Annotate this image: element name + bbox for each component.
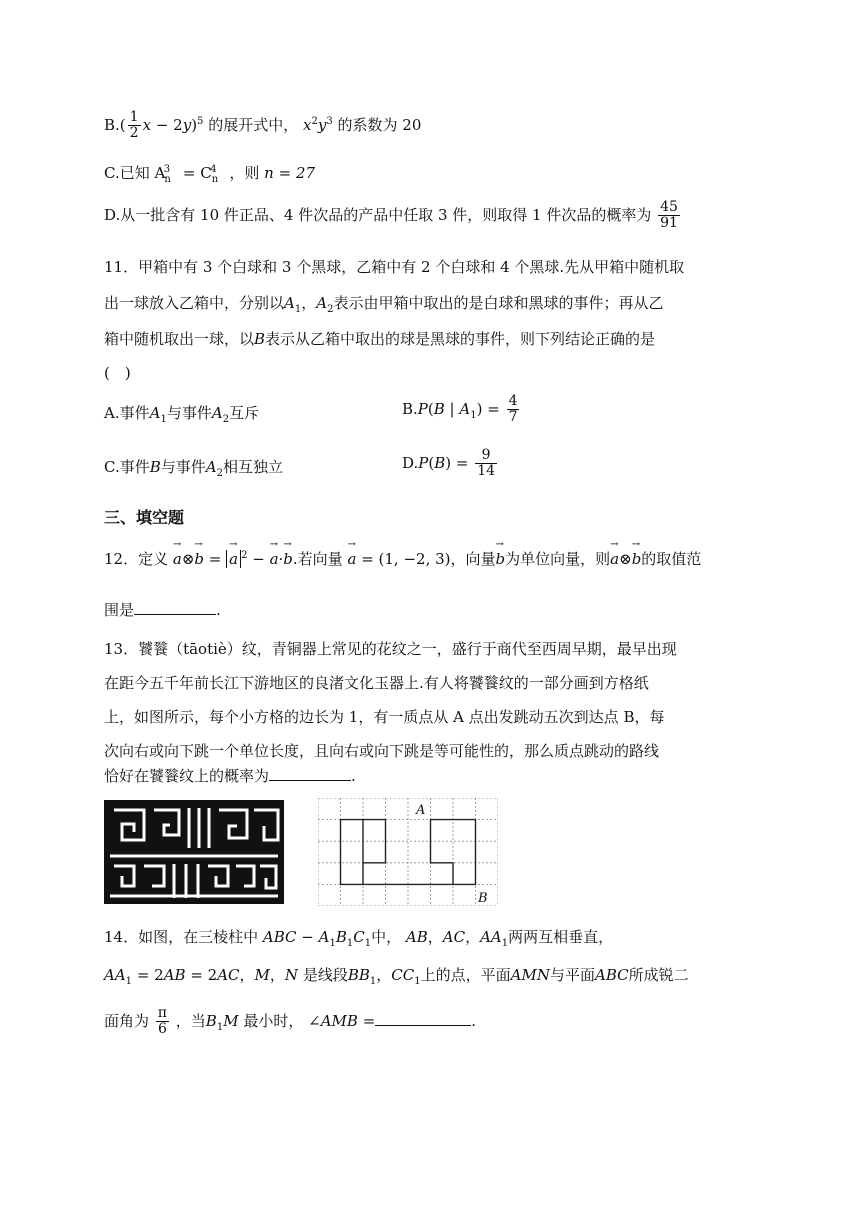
q11-b-fraction: $\frac{4}{7}$ xyxy=(508,393,518,426)
q12-line1: 12．定义 → a⊗→ b = → a $^2$ − → a·→ b.若向量 → a = (1, −2, 3)，向量→ b为单位向量，则→ a⊗→ b的取值范 xyxy=(104,550,701,568)
section-title: 三、填空题 xyxy=(104,508,185,527)
q11-line1: 11．甲箱中有 3 个白球和 3 个黑球，乙箱中有 2 个白球和 4 个黑球.先从甲箱中随机取 xyxy=(104,258,685,276)
q12-line2: 围是 . xyxy=(104,601,221,619)
taotie-pattern-image xyxy=(104,800,284,904)
answer-blank-14[interactable] xyxy=(375,1011,471,1026)
half-fraction: $\frac{1}{2}$ xyxy=(129,109,139,142)
q11-option-c: C.事件B与事件$A_2$相互独立 xyxy=(104,458,283,479)
option-b-text: 的展开式中， xyxy=(208,115,299,134)
option-b: B.( $\frac{1}{2}$ x − 2y)$^5$ 的展开式中， $x^2y^3$ 的系数为 20 xyxy=(104,109,422,142)
q14-line1: 14．如图，在三棱柱中 ABC − $A_1B_1C_1$中， AB，AC，$AA_1$两两互相垂直， xyxy=(104,928,614,949)
option-b-text2: 的系数为 xyxy=(337,115,398,134)
q11-option-a: A.事件$A_1$与事件$A_2$互斥 xyxy=(104,404,260,425)
q11-paren: ( ) xyxy=(104,364,131,382)
grid-label-a: A xyxy=(416,803,426,818)
option-b-label: B. xyxy=(104,115,120,134)
q13-line3: 上，如图所示，每个小方格的边长为 1，有一质点从 A 点出发跳动五次到达点 B，每 xyxy=(104,708,665,726)
option-b-value: 20 xyxy=(402,115,422,134)
option-c-label: C.已知 xyxy=(104,164,150,182)
q13-line1: 13．饕餮（tāotiè）纹，青铜器上常见的花纹之一，盛行于商代至西周早期，最早出现 xyxy=(104,640,677,658)
grid-label-b: B xyxy=(478,891,488,906)
option-c: C.已知 $A_n^3 = C_n^4$ ，则 n = 27 xyxy=(104,164,316,185)
option-c-value: n = 27 xyxy=(264,164,316,182)
answer-blank-13[interactable] xyxy=(269,766,351,781)
q11-line2: 出一球放入乙箱中，分别以$A_1$，$A_2$表示由甲箱中取出的是白球和黑球的事件；再从乙 xyxy=(104,294,664,315)
answer-blank-12[interactable] xyxy=(134,600,216,615)
option-d-text: D.从一批含有 10 件正品、4 件次品的产品中任取 3 件，则取得 1 件次品的概率为 xyxy=(104,205,652,224)
q13-line4: 次向右或向下跳一个单位长度，且向右或向下跳是等可能性的，那么质点跳动的路线 xyxy=(104,742,660,760)
q11-line3: 箱中随机取出一球，以B表示从乙箱中取出的球是黑球的事件，则下列结论正确的是 xyxy=(104,330,656,348)
q14-line3: 面角为 $\frac{\pi}{6}$ ，当$B_1M$ 最小时， ∠AMB = . xyxy=(104,1005,477,1038)
q13-line5: 恰好在饕餮纹上的概率为 . xyxy=(104,767,356,785)
grid-diagram xyxy=(318,798,498,906)
q11-option-d: D.P(B) = $\frac{9}{14}$ xyxy=(402,447,496,480)
option-d xyxy=(104,200,682,232)
option-c-mid: ，则 xyxy=(229,164,260,182)
q13-line2: 在距今五千年前长江下游地区的良渚文化玉器上.有人将饕餮纹的一部分画到方格纸 xyxy=(104,674,649,692)
q11-option-b: B.P(B | $A_1$) = $\frac{4}{7}$ xyxy=(402,393,518,426)
q11-d-fraction: $\frac{9}{14}$ xyxy=(477,447,496,480)
pi-over-six: $\frac{\pi}{6}$ xyxy=(157,1005,167,1038)
q14-line2: $AA_1 = 2AB = 2AC$，M，N 是线段$BB_1$，$CC_1$上的点，平面AMN与平面ABC所成锐二 xyxy=(104,966,689,987)
option-d-fraction: $\frac{45}{91}$ xyxy=(660,199,678,232)
